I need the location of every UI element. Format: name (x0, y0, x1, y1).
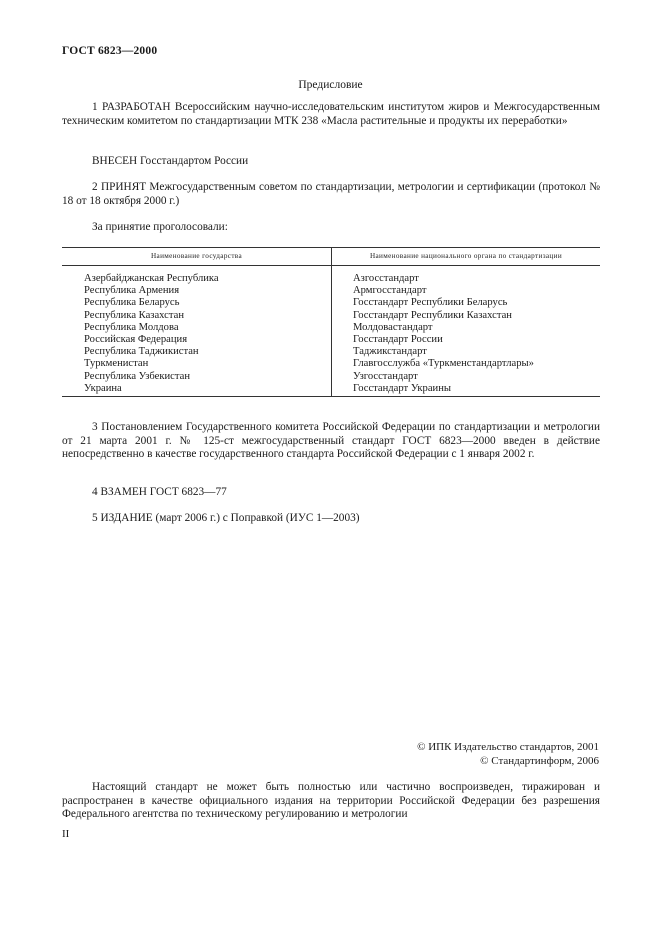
reproduction-notice (62, 781, 600, 822)
standards-body-name: Госстандарт Республики Казахстан (353, 309, 512, 321)
table-row (62, 322, 600, 334)
copyright-publisher: © ИПК Издательство стандартов, 2001 (417, 741, 599, 753)
paragraph-edition: 5 ИЗДАНИЕ (март 2006 г.) с Поправкой (ИУС 1—2003) (92, 512, 360, 524)
table-row (62, 346, 600, 358)
standards-body-name: Узгосстандарт (353, 370, 418, 382)
table-header-row (62, 248, 600, 266)
standards-body-name: Госстандарт Республики Беларусь (353, 297, 508, 309)
page-number: II (62, 828, 70, 840)
state-name: Республика Таджикистан (62, 346, 332, 358)
state-name: Российская Федерация (62, 334, 332, 346)
paragraph-adopted-text: 2 ПРИНЯТ Межгосударственным советом по стандартизации, метрологии и сертификации (протокол № 18 от 18 октября 2000 г.) (62, 181, 600, 207)
state-name: Республика Узбекистан (62, 371, 332, 383)
table-row (62, 297, 600, 309)
table-row (62, 285, 600, 297)
document-header: ГОСТ 6823—2000 (62, 45, 158, 57)
paragraph-adopted (62, 181, 600, 208)
table-row (62, 310, 600, 322)
table-row (62, 358, 600, 370)
state-name: Республика Армения (62, 285, 332, 297)
column-header-state: Наименование государства (62, 248, 332, 266)
standards-body-name: Армгосстандарт (353, 285, 427, 297)
paragraph-developed (62, 101, 600, 128)
state-name: Республика Беларусь (62, 297, 332, 309)
table-row (62, 383, 600, 397)
state-name: Туркменистан (62, 358, 332, 370)
table-row (62, 371, 600, 383)
paragraph-developed-text: 1 РАЗРАБОТАН Всероссийским научно-исследовательским институтом жиров и Межгосударственным техническим комитетом по стандартизации МТК 238 «Масла растительные и продукты их переработки» (62, 101, 600, 127)
state-name: Республика Молдова (62, 322, 332, 334)
voting-states-table (62, 247, 600, 397)
section-title: Предисловие (298, 79, 363, 91)
reproduction-notice-text: Настоящий стандарт не может быть полностью или частично воспроизведен, тиражирован и распространен в качестве официального издания на территории Российской Федерации без разрешения Федерального агентства по техническому регулированию и метрологии (62, 781, 600, 820)
paragraph-decree-text: 3 Постановлением Государственного комитета Российской Федерации по стандартизации и метрологии от 21 марта 2001 г. № 125-ст межгосударственный стандарт ГОСТ 6823—2000 введен в действие непосредственно в качестве государственного стандарта Российской Федерации с 1 января 2002 г. (62, 421, 600, 460)
state-name: Украина (62, 383, 332, 397)
state-name: Республика Казахстан (62, 310, 332, 322)
paragraph-introduced: ВНЕСЕН Госстандартом России (92, 155, 249, 167)
standards-body-name: Госстандарт России (353, 334, 443, 346)
table-row (62, 266, 600, 286)
standards-body-name: Госстандарт Украины (332, 383, 601, 397)
column-header-body: Наименование национального органа по стандартизации (332, 248, 601, 266)
state-name: Азербайджанская Республика (62, 266, 332, 286)
standards-body-name: Азгосстандарт (353, 273, 419, 284)
standards-body-name: Таджикстандарт (353, 346, 427, 358)
standards-body-name: Главгосслужба «Туркменстандартлары» (353, 358, 534, 370)
table-row (62, 334, 600, 346)
copyright-standartinform: © Стандартинформ, 2006 (480, 755, 599, 767)
standards-body-name: Молдовастандарт (353, 321, 433, 333)
paragraph-voted: За принятие проголосовали: (92, 221, 228, 233)
paragraph-replaces: 4 ВЗАМЕН ГОСТ 6823—77 (92, 486, 227, 498)
paragraph-decree (62, 421, 600, 462)
